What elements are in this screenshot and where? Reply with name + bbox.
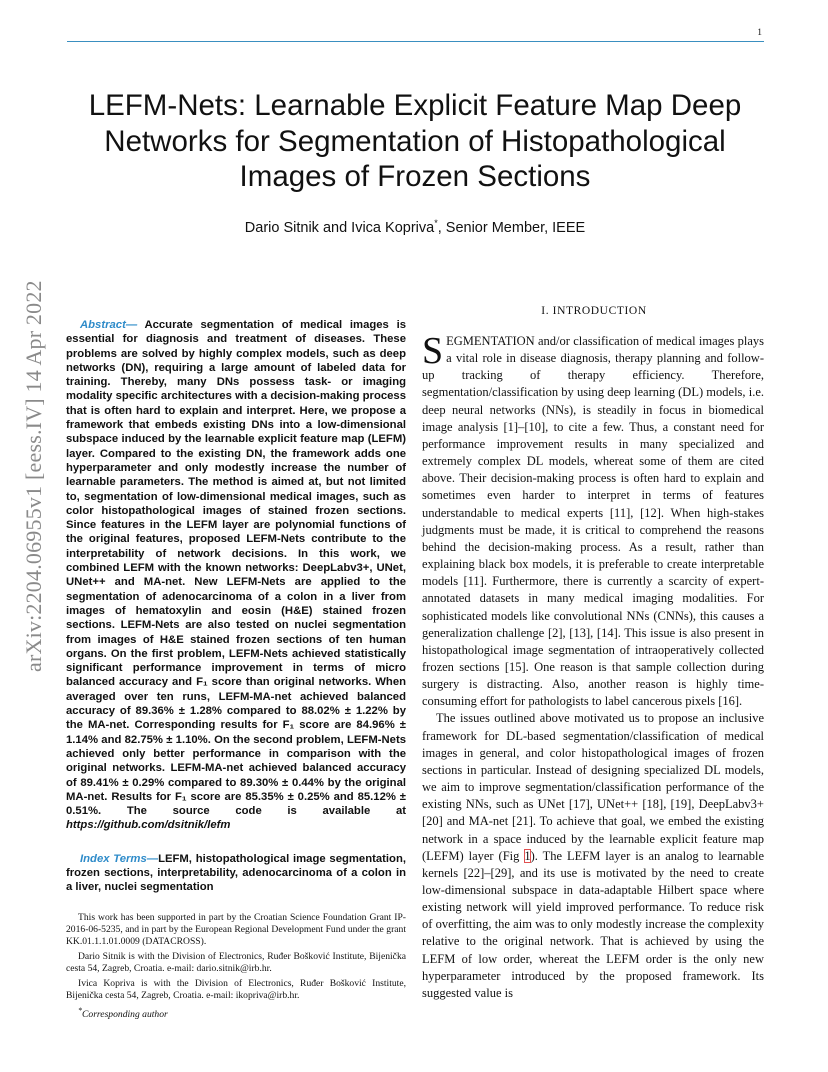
intro-paragraph-1 (422, 330, 764, 710)
right-column (422, 330, 765, 1002)
drop-cap: S (422, 330, 444, 372)
abstract (66, 318, 406, 833)
arxiv-identifier-stamp: arXiv:2204.06955v1 [eess.IV] 14 Apr 2022 (21, 280, 46, 672)
intro-lead-word: EGMENTATION (446, 334, 535, 348)
intro-paragraph-2 (422, 710, 764, 1002)
author-membership: , Senior Member, IEEE (437, 219, 586, 236)
footnote-funding: This work has been supported in part by the Croatian Science Foundation Grant IP-2016-06-5235, and in part by the European Regional Development Fund under the grant KK.01.1.1.01.0009 (DATACROSS). (66, 912, 406, 948)
source-code-url[interactable]: https://github.com/dsitnik/lefm (66, 819, 231, 832)
page-number: 1 (757, 28, 762, 38)
footnotes (66, 912, 406, 1024)
author-line (60, 218, 770, 236)
footnote-author-1: Dario Sitnik is with the Division of Electronics, Ruđer Bošković Institute, Bijenička cesta 54, Zagreb, Croatia. e-mail: dario.sitnik@irb.hr. (66, 951, 406, 975)
corresponding-author-mark: * (434, 218, 438, 228)
index-terms-label: Index Terms— (80, 852, 159, 865)
corresponding-text: Corresponding author (82, 1009, 168, 1021)
left-column (66, 318, 406, 895)
section-heading-introduction: I. INTRODUCTION (541, 305, 647, 317)
abstract-label: Abstract— (80, 319, 138, 331)
header-rule (67, 41, 764, 42)
index-terms (66, 852, 406, 895)
intro-paragraph-1-text: and/or classification of medical images plays a vital role in disease diagnosis, therapy planning and follow-up tracking of therapy efficiency. Therefore, segmentation/classification by using deep learning (DL) models, i.e. deep neural networks (NNs), is steadily in focus in biomedical image analysis [1]–[10], to cite a few. Thus, a constant need for performance improvement results in many specialized and extremely complex DL models, whereat some of them are cited above. Their decision-making process is often hard to explain and sometimes even harder to interpret in terms of features understandable to medical experts [11], [12]. When high-stakes judgments must be made, it is critical to comprehend the reasons behind the decision-making process. As a result, rather than explaining black box models, it is preferable to create interpretable models [11]. Furthermore, there is currently a scarcity of expert-annotated datasets in many medical imaging modalities. For sophisticated models like convolutional NNs (CNNs), this causes a generalization challenge [2], [13], [14]. This issue is also present in histopathological image segmentation of intraoperatively collected frozen sections [15]. One reason is that sample collection during surgery is distracting. Also, another reason is highly time-consuming effort for pathologists to label cancerous pixels [16]. (422, 334, 764, 709)
author-names: Dario Sitnik and Ivica Kopriva (244, 219, 435, 236)
footnote-author-2: Ivica Kopriva is with the Division of Electronics, Ruđer Bošković Institute, Bijenička cesta 54, Zagreb, Croatia. e-mail: ikopriva@irb.hr. (66, 978, 406, 1002)
paper-title: LEFM-Nets: Learnable Explicit Feature Map Deep Networks for Segmentation of Histopathological Images of Frozen Sections (88, 89, 742, 194)
figure-reference-link[interactable]: 1 (524, 848, 531, 863)
index-terms-text: LEFM, histopathological image segmentation, frozen sections, interpretability, adenocarcinoma of a colon in a liver, nuclei segmentation (66, 852, 406, 894)
intro-paragraph-2-text-a: The issues outlined above motivated us to propose an inclusive framework for DL-based segmentation/classification of medical images in general, and color histopathological images of frozen sections in particular. Instead of designing specialized DL models, we aim to improve segmentation/classification performance of the existing NNs, such as UNet [17], UNet++ [18], [19], DeepLabv3+ [20] and MA-net [21]. To achieve that goal, we embed the existing network in a space induced by the learnable explicit feature map (LEFM) layer (Fig (422, 711, 764, 863)
corresponding-mark: * (78, 1005, 82, 1015)
footnote-corresponding (66, 1005, 406, 1021)
abstract-text: Accurate segmentation of medical images is essential for diagnosis and treatment of diseases. These problems are solved by highly complex models, such as deep networks (DN), requiring a large amount of labeled data for training. Thereby, many DNs possess task- or imaging modality specific architectures with a decision-making process that is often hard to explain and interpret. Here, we propose a framework that embeds existing DNs into a low-dimensional subspace induced by the learnable explicit feature map (LEFM) layer. Compared to the existing DN, the framework adds one hyperparameter and only modestly increase the number of learnable parameters. The method is aimed at, but not limited to, segmentation of low-dimensional medical images, such as color histopathological images of stained frozen sections. Since features in the LEFM layer are polynomial functions of the original features, proposed LEFM-Nets contribute to the interpretability of network decisions. In this work, we combined LEFM with the known networks: DeepLabv3+, UNet, UNet++ and MA-net. New LEFM-Nets are applied to the segmentation of adenocarcinoma of a colon in a liver from images of hematoxylin and eosin (H&E) stained frozen sections. LEFM-Nets are also tested on nuclei segmentation from images of H&E stained frozen sections of ten human organs. On the first problem, LEFM-Nets achieved statistically significant performance improvement in terms of micro balanced accuracy and F₁ score than original networks. When averaged over ten runs, LEFM-MA-net achieved balanced accuracy of 89.36% ± 1.28% compared to 88.02% ± 1.22% by the MA-net. Corresponding results for F₁ score are 84.96% ± 1.14% and 82.75% ± 1.10%. On the second problem, LEFM-Nets achieved only better performance in comparison with the original networks. LEFM-MA-net achieved balanced accuracy of 89.41% ± 0.29% compared to 89.30% ± 0.44% by the original MA-net. Results for F₁ score are 85.35% ± 0.25% and 85.12% ± 0.51%. The source code is available at (66, 319, 406, 818)
intro-paragraph-2-text-b: ). The LEFM layer is an analog to learnable kernels [22]–[29], and its use is motivated by the need to create low-dimensional subspace in data-adaptable Hilbert space where existing network will yield improved performance. To reduce risk of overfitting, the aim was to only modestly increase the complexity relative to the original network. That is achieved by using the LEFM of low order, whereat the LEFM order is the only new hyperparameter introduced by the proposed framework. Its suggested value is (422, 848, 765, 1000)
